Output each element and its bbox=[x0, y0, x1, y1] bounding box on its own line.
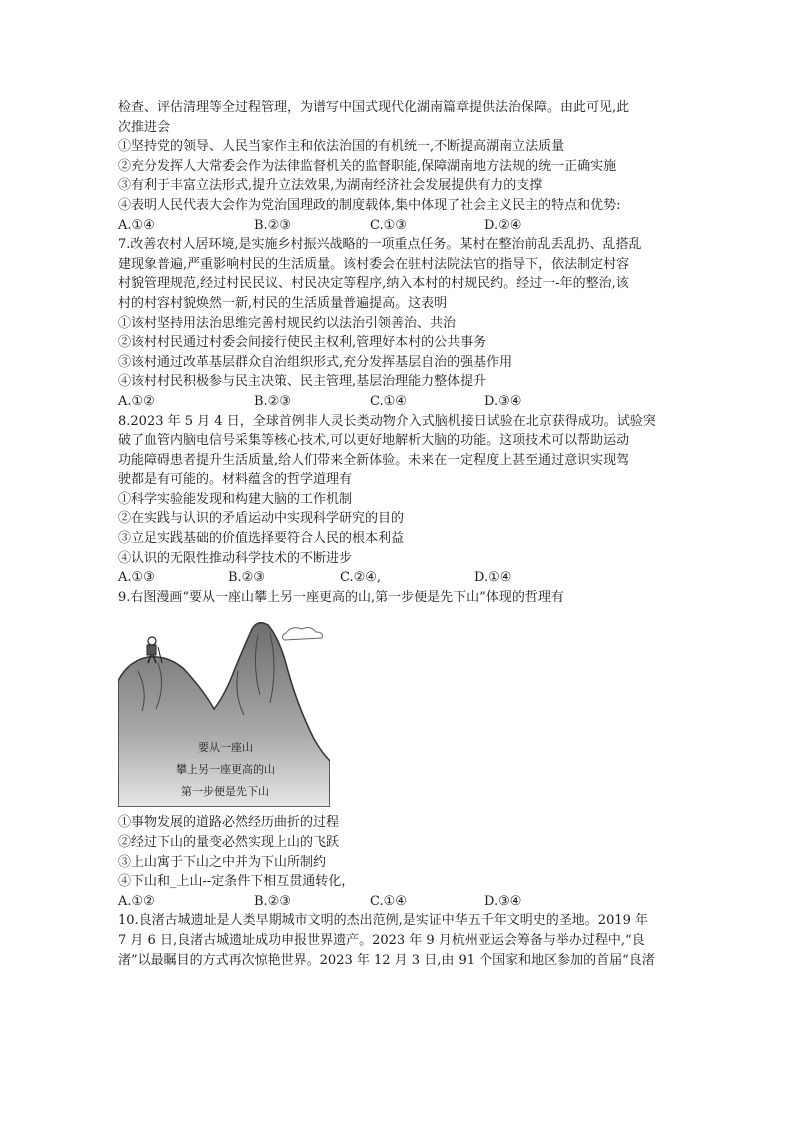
answer-options bbox=[118, 216, 684, 236]
caption-line: 第一步便是先下山 bbox=[181, 785, 269, 799]
statement: ②充分发挥人大常委会作为法律监督机关的监督职能,保障湖南地方法规的统一正确实施 bbox=[118, 158, 617, 174]
stem-line: 破了血管内脑电信号采集等核心技术,可以更好地解析大脑的功能。这项技术可以帮助运动 bbox=[118, 433, 630, 449]
caption-line: 要从一座山 bbox=[198, 741, 253, 755]
statement: ③有利于丰富立法形式,提升立法效果,为湖南经济社会发展提供有力的支撑 bbox=[118, 178, 543, 194]
statement: ③上山寓于下山之中并为下山所制约 bbox=[118, 854, 327, 870]
statement: ④该村村民积极参与民主决策、民主管理,基层治理能力整体提升 bbox=[118, 374, 487, 390]
statement: ①科学实验能发现和构建大脑的工作机制 bbox=[118, 491, 353, 507]
statement: ②在实践与认识的矛盾运动中实现科学研究的目的 bbox=[118, 511, 405, 527]
stem-line: 7 月 6 日,良渚古城遗址成功申报世界遗产。2023 年 9 月杭州亚运会筹备与举办过程中,“良 bbox=[118, 933, 645, 948]
question-7 bbox=[118, 235, 684, 411]
mountain-drawing bbox=[118, 611, 330, 807]
stem-line: 7.改善农村人居环境,是实施乡村振兴战略的一项重点任务。某村在整治前乱丢乱扔、乱搭乱 bbox=[118, 237, 642, 253]
option-b[interactable]: B.②③ bbox=[228, 570, 265, 586]
option-a[interactable]: A.①② bbox=[118, 393, 155, 409]
intro-line: 次推进会 bbox=[118, 119, 171, 135]
stem-line: 驶都是有可能的。材料蕴含的哲学道理有 bbox=[118, 472, 353, 488]
option-c[interactable]: C.①④ bbox=[370, 893, 407, 909]
answer-options bbox=[118, 568, 684, 588]
option-c[interactable]: C.②④, bbox=[340, 570, 382, 586]
stem-line: 功能障碍患者提升生活质量,给人们带来全新体验。未来在一定程度上甚至通过意识实现驾 bbox=[118, 452, 630, 468]
option-a[interactable]: A.①② bbox=[118, 893, 155, 909]
option-b[interactable]: B.②③ bbox=[254, 217, 291, 233]
option-d[interactable]: D.②④ bbox=[484, 217, 522, 233]
option-b[interactable]: B.②③ bbox=[254, 393, 291, 409]
option-b[interactable]: B.②③ bbox=[254, 893, 291, 909]
option-d[interactable]: D.③④ bbox=[484, 393, 522, 409]
statement: ①该村坚持用法治思维完善村规民约以法治引领善治、共治 bbox=[118, 315, 457, 331]
statement: ③该村通过改革基层群众自治组织形式,充分发挥基层自治的强基作用 bbox=[118, 354, 513, 370]
statement: ①事物发展的道路必然经历曲折的过程 bbox=[118, 815, 340, 831]
answer-options bbox=[118, 892, 684, 912]
question-10 bbox=[118, 911, 684, 970]
exam-page bbox=[118, 98, 684, 970]
option-c[interactable]: C.①③ bbox=[370, 217, 407, 233]
statement: ②经过下山的量变必然实现上山的飞跃 bbox=[118, 835, 340, 851]
option-c[interactable]: C.①④ bbox=[370, 393, 407, 409]
statement: ④下山和_上山--定条件下相互贯通转化， bbox=[118, 874, 355, 890]
option-d[interactable]: D.①④ bbox=[474, 570, 512, 586]
statement: ①坚持党的领导、人民当家作主和依法治国的有机统一,不断提高湖南立法质量 bbox=[118, 139, 565, 155]
stem-line: 建现象普遍,严重影响村民的生活质量。该村委会在驻村法院法官的指导下，依法制定村容 bbox=[118, 256, 630, 272]
stem-line: 8.2023 年 5 月 4 日，全球首例非人灵长类动物介入式脑机接日试验在北京获得成功。试验突 bbox=[118, 413, 656, 429]
stem-line: 村貌管理规范,经过村民民议、村民决定等程序,纳入本村的村规民约。经过一-年的整治,该 bbox=[118, 276, 629, 292]
option-a[interactable]: A.①④ bbox=[118, 217, 155, 233]
stem-line: 村的村容村貌焕然一新,村民的生活质量普遍提高。这表明 bbox=[118, 295, 448, 311]
mountain-cartoon bbox=[118, 611, 330, 807]
statement: ②该村村民通过村委会间接行使民主权利,管理好本村的公共事务 bbox=[118, 335, 487, 351]
option-a[interactable]: A.①③ bbox=[118, 570, 155, 586]
stem-line: 10.良渚古城遗址是人类早期城市文明的杰出范例,是实证中华五千年文明史的圣地。2019 年 bbox=[118, 913, 649, 929]
statement: ④认识的无限性推动科学技术的不断进步 bbox=[118, 550, 353, 566]
option-d[interactable]: D.③④ bbox=[484, 893, 522, 909]
statement: ④表明人民代表大会作为党治国理政的制度载体,集中体现了社会主义民主的特点和优势: bbox=[118, 197, 621, 213]
stem-line: 渚”以最瞩目的方式再次惊艳世界。2023 年 12 月 3 日,由 91 个国家和地区参加的首届“良渚 bbox=[118, 952, 655, 968]
answer-options bbox=[118, 392, 684, 412]
stem-line: 9.右图漫画“要从一座山攀上另一座更高的山,第一步便是先下山”体现的哲理有 bbox=[118, 589, 564, 605]
question-6-continued bbox=[118, 98, 684, 235]
question-9 bbox=[118, 588, 684, 912]
intro-line: 检查、评估清理等全过程管理，为谱写中国式现代化湖南篇章提供法治保障。由此可见,此 bbox=[118, 100, 630, 115]
caption-line: 攀上另一座更高的山 bbox=[176, 763, 275, 777]
question-8 bbox=[118, 412, 684, 588]
statement: ③立足实践基础的价值选择要符合人民的根本利益 bbox=[118, 531, 405, 547]
